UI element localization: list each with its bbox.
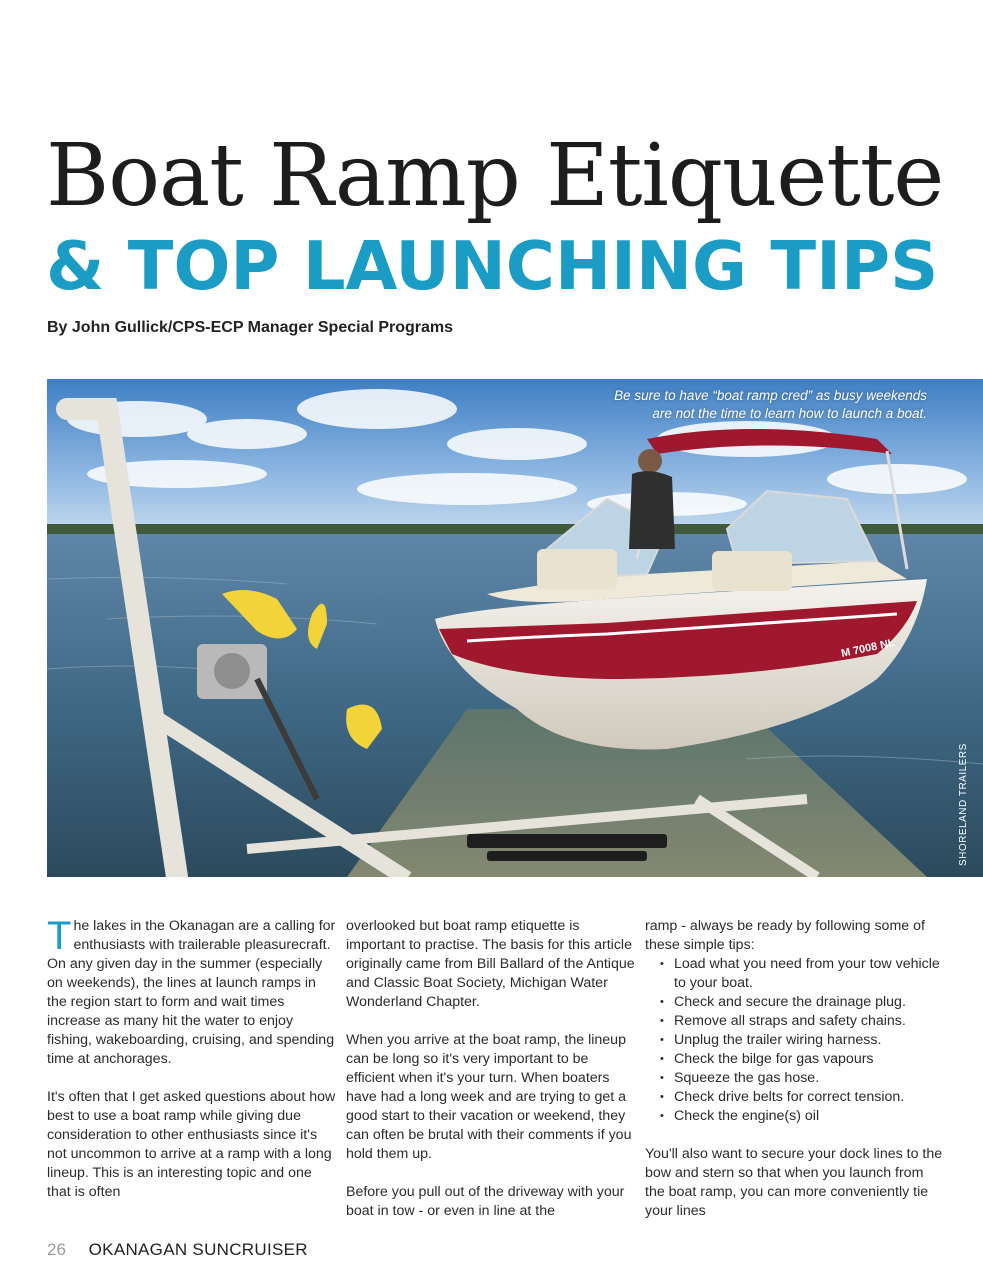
- photo-caption: [507, 387, 927, 423]
- paragraph: ramp - always be ready by following some of these simple tips:: [645, 918, 925, 953]
- paragraph-text: he lakes in the Okanagan are a calling for enthusiasts with trailerable pleasurecraft. On any given day in the summer (especially on weekends), the lines at launch ramps in the region start to form and wait times increase as many hit the water to enjoy fishing, wakeboarding, cruising, and spending time at anchorages.: [47, 918, 336, 1067]
- body-column-2: [346, 917, 636, 1221]
- tip-item: • Squeeze the gas hose.: [660, 1069, 945, 1088]
- magazine-name: OKANAGAN SUNCRUISER: [88, 1240, 308, 1259]
- drop-cap: T: [47, 914, 72, 958]
- paragraph: [47, 914, 337, 1069]
- tip-item: • Check the bilge for gas vapours: [660, 1050, 945, 1069]
- article-title: Boat Ramp Etiquette: [46, 126, 944, 226]
- body-column-1: [47, 914, 337, 1202]
- tips-list: [645, 955, 945, 1126]
- tip-item: • Unplug the trailer wiring harness.: [660, 1031, 945, 1050]
- hull-registration: M 7008 NL: [840, 636, 896, 660]
- tip-item: • Check drive belts for correct tension.: [660, 1088, 945, 1107]
- paragraph: When you arrive at the boat ramp, the lineup can be long so it's very important to be efficient when it's your turn. When boaters have had a long week and are trying to get a good start to their vacation or weekend, they can often be brutal with their comments if you hold them up.: [346, 1032, 632, 1162]
- paragraph: Before you pull out of the driveway with your boat in tow - or even in line at the: [346, 1184, 625, 1219]
- paragraph: It's often that I get asked questions about how best to use a boat ramp while giving due consideration to other enthusiasts since it's not uncommon to arrive at a ramp with a long lineup. This is an interesting topic and one that is often: [47, 1089, 336, 1200]
- hero-photo: [47, 379, 983, 877]
- paragraph: overlooked but boat ramp etiquette is important to practise. The basis for this article originally came from Bill Ballard of the Antique and Classic Boat Society, Michigan Water Wonderland Chapter.: [346, 918, 635, 1010]
- caption-line-2: are not the time to learn how to launch a boat.: [652, 406, 927, 421]
- tip-item: • Check and secure the drainage plug.: [660, 993, 945, 1012]
- paragraph: You'll also want to secure your dock lines to the bow and stern so that when you launch from the boat ramp, you can more conveniently tie your lines: [645, 1146, 943, 1219]
- caption-line-1: Be sure to have “boat ramp cred” as busy weekends: [614, 388, 927, 403]
- tip-item: • Load what you need from your tow vehicle to your boat.: [660, 955, 945, 993]
- tip-item: • Remove all straps and safety chains.: [660, 1012, 945, 1031]
- tip-item: • Check the engine(s) oil: [660, 1107, 945, 1126]
- page-footer: [47, 1240, 308, 1260]
- article-subtitle: & TOP LAUNCHING TIPS: [46, 227, 939, 305]
- bunk-rollers: [467, 834, 667, 861]
- body-column-3: [645, 917, 945, 1221]
- byline: By John Gullick/CPS-ECP Manager Special Programs: [47, 319, 454, 336]
- boat-launch-illustration: [47, 379, 983, 877]
- page-number: 26: [47, 1240, 66, 1259]
- photo-credit: SHORELAND TRAILERS: [958, 743, 969, 866]
